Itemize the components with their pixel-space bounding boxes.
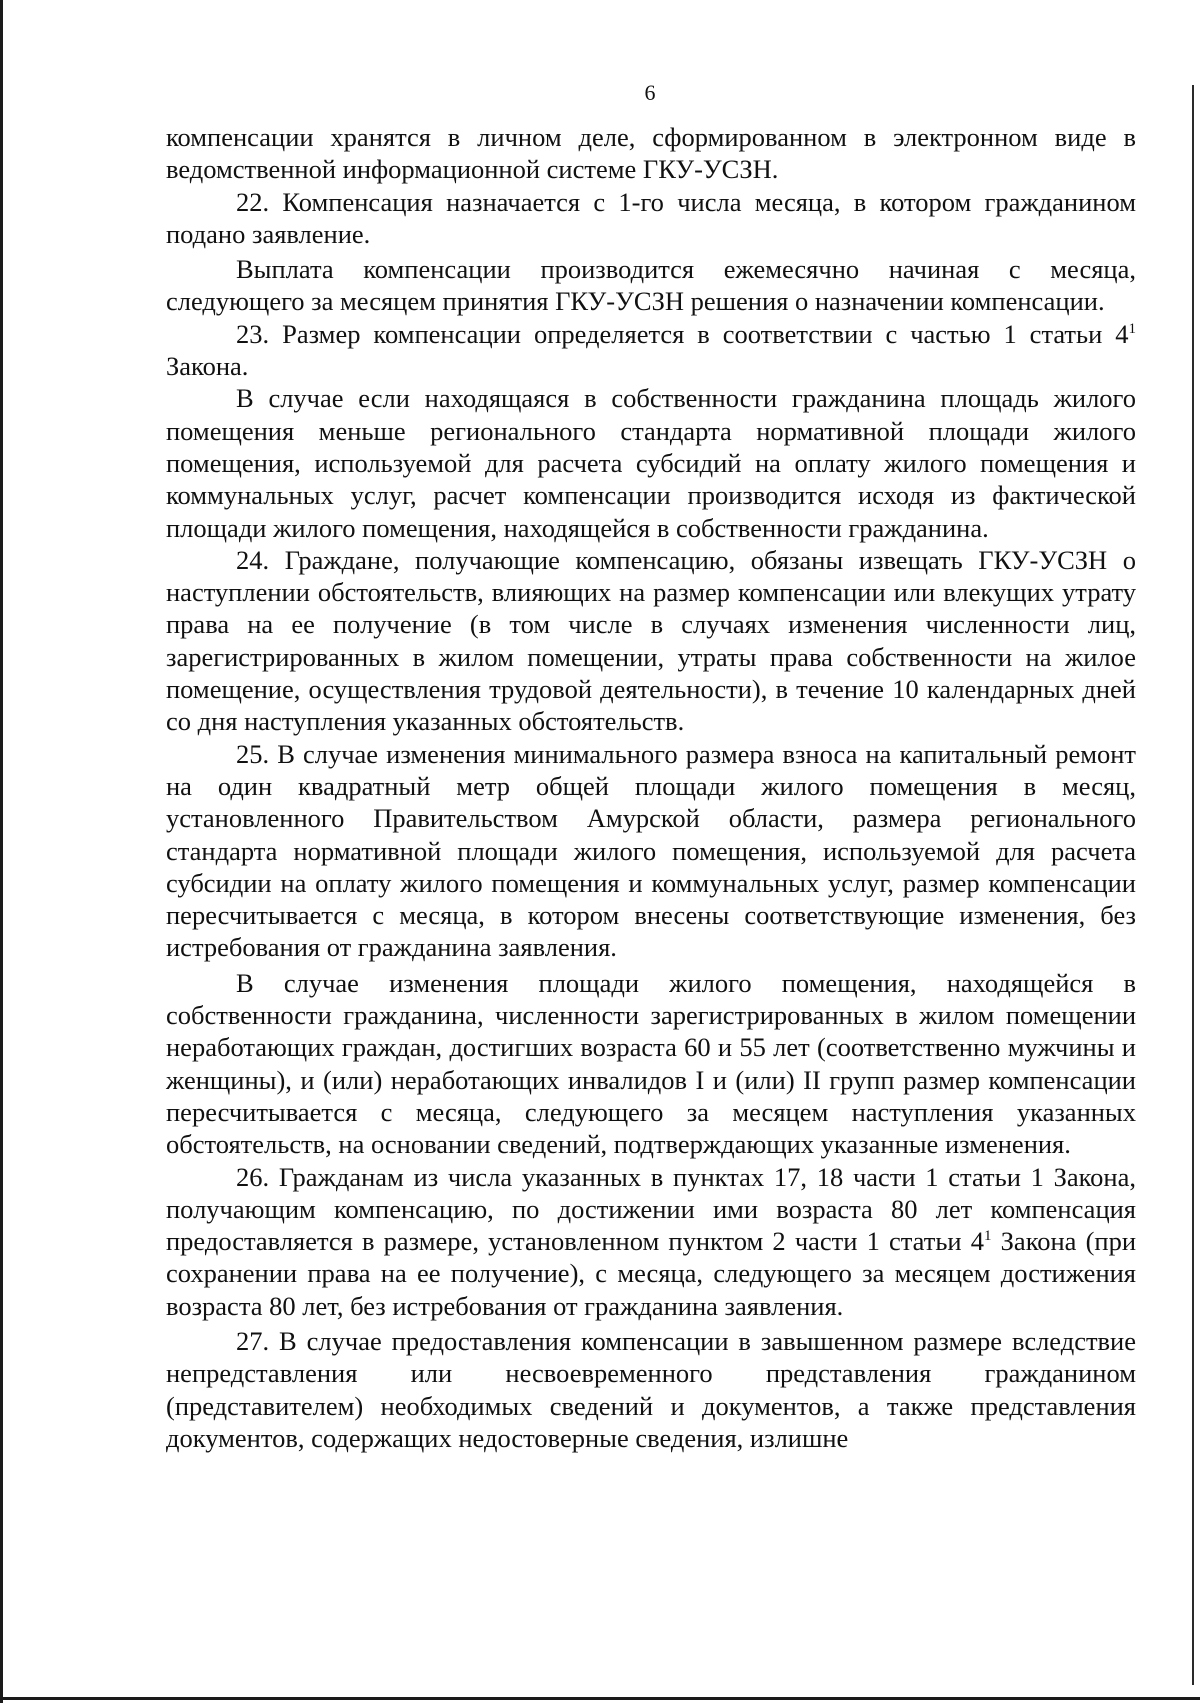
paragraph-26-text: 26. Гражданам из числа указанных в пунктах 17, 18 части 1 статьи 1 Закона, получающим компенсацию, по достижении ими возраста 80 лет компенсация предоставляется в размере, установленном пунктом 2 части 1 статьи [166,1161,1136,1257]
paragraph-25: 25. В случае изменения минимального размера взноса на капитальный ремонт на один квадратный метр общей площади жилого помещения в месяц, установленного Правительством Амурской области, размера регионального стандарта нормативной площади жилого помещения, используемой для расчета субсидии на оплату жилого помещения и коммунальных услуг, размер компенсации пересчитывается с месяца, в котором внесены соответствующие изменения, без истребования от гражданина заявления. [166,738,1136,963]
page-number-text: 6 [644,80,656,105]
article-number-2: 4 [970,1226,984,1257]
paragraph-26-end: Закона (при сохранении права на ее получение), с месяца, следующего за месяцем достижения возраста 80 лет, без истребования от гражданина заявления. [166,1226,1137,1321]
paragraph-24: 24. Граждане, получающие компенсацию, обязаны извещать ГКУ-УСЗН о наступлении обстоятельств, влияющих на размер компенсации или влекущих утрату права на ее получение (в том числе в случаях изменения численности лиц, зарегистрированных в жилом помещении, утраты права собственности на жилое помещение, осуществления трудовой деятельности), в течение 10 календарных дней со дня наступления указанных обстоятельств. [166,544,1136,737]
paragraph-23-text: 23. Размер компенсации определяется в соответствии с частью 1 статьи [236,318,1103,349]
paragraph-22-payment: Выплата компенсации производится ежемесячно начиная с месяца, следующего за месяцем принятия ГКУ-УСЗН решения о назначении компенсации. [166,254,1136,317]
scan-edge-right [1192,85,1194,1685]
paragraph-23 [166,318,1136,383]
article-superscript-2: 1 [984,1228,992,1245]
article-superscript: 1 [1128,320,1136,337]
scan-edge-bottom [0,1697,1200,1700]
paragraph-27: 27. В случае предоставления компенсации в завышенном размере вследствие непредставления или несвоевременного представления гражданином (представителем) необходимых сведений и документов, а также представления документов, содержащих недостоверные сведения, излишне [166,1325,1136,1453]
page-number [0,80,1200,106]
paragraph-26 [166,1161,1136,1322]
scan-edge-left [0,0,3,1703]
document-body [166,121,1136,1454]
article-number: 4 [1115,318,1129,349]
paragraph-25-recalc: В случае изменения площади жилого помещения, находящейся в собственности гражданина, численности зарегистрированных в жилом помещении неработающих граждан, достигших возраста 60 и 55 лет (соответственно мужчины и женщины), и (или) неработающих инвалидов I и (или) II групп размер компенсации пересчитывается с месяца, следующего за месяцем наступления указанных обстоятельств, на основании сведений, подтверждающих указанные изменения. [166,967,1136,1160]
paragraph-22: 22. Компенсация назначается с 1-го числа месяца, в котором гражданином подано заявление. [166,186,1136,249]
paragraph-continuation: компенсации хранятся в личном деле, сформированном в электронном виде в ведомственной информационной системе ГКУ-УСЗН. [166,122,1136,185]
paragraph-23-area: В случае если находящаяся в собственности гражданина площадь жилого помещения меньше регионального стандарта нормативной площади жилого помещения, используемой для расчета субсидий на оплату жилого помещения и коммунальных услуг, расчет компенсации производится исходя из фактической площади жилого помещения, находящейся в собственности гражданина. [166,383,1136,543]
paragraph-23-end: Закона. [166,351,249,382]
